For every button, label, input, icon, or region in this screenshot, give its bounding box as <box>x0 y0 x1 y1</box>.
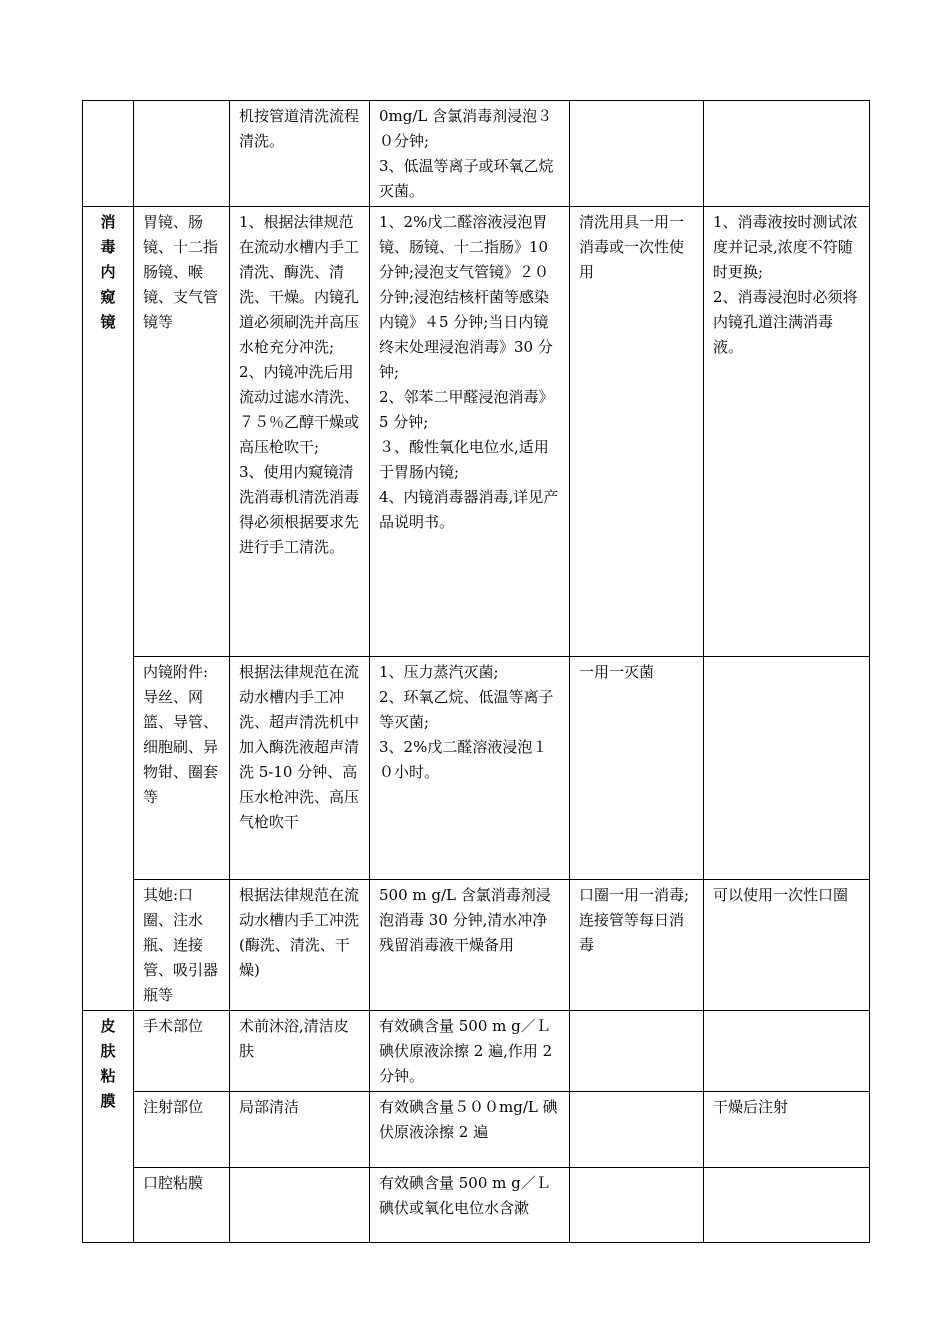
notes-cell <box>704 101 870 207</box>
notes-cell: 1、消毒液按时测试浓度并记录,浓度不符随时更换; 2、消毒浸泡时必须将内镜孔道注满消毒液。 <box>704 207 870 657</box>
table-row <box>83 1092 870 1168</box>
category-cell <box>83 101 134 207</box>
method-cell: 有效碘含量 500 m g／Ｌ碘伏原液涂擦 2 遍,作用 2 分钟。 <box>370 1011 570 1092</box>
cleaning-cell: 机按管道清洗流程清洗。 <box>230 101 370 207</box>
table-row <box>83 657 870 880</box>
usage-cell <box>570 1168 704 1243</box>
method-cell: 有效碘含量 500 m g／Ｌ碘伏或氧化电位水含漱 <box>370 1168 570 1243</box>
item-cell <box>134 101 230 207</box>
method-cell: 500 m g/L 含氯消毒剂浸泡消毒 30 分钟,清水冲净残留消毒液干燥备用 <box>370 880 570 1011</box>
item-cell: 口腔粘膜 <box>134 1168 230 1243</box>
item-cell: 其她:口圈、注水瓶、连接管、吸引器瓶等 <box>134 880 230 1011</box>
table-row <box>83 207 870 657</box>
category-cell: 消 毒 内 窥 镜 <box>83 207 134 1011</box>
method-cell: 0mg/L 含氯消毒剂浸泡３０分钟; 3、低温等离子或环氧乙烷灭菌。 <box>370 101 570 207</box>
disinfection-table <box>82 100 870 1243</box>
item-cell: 胃镜、肠镜、十二指肠镜、喉镜、支气管镜等 <box>134 207 230 657</box>
cleaning-cell: 根据法律规范在流动水槽内手工冲洗、超声清洗机中加入酶洗液超声清洗 5-10 分钟、高压水枪冲洗、高压气枪吹干 <box>230 657 370 880</box>
notes-cell: 可以使用一次性口圈 <box>704 880 870 1011</box>
cleaning-cell: 术前沐浴,清洁皮肤 <box>230 1011 370 1092</box>
usage-cell: 清洗用具一用一消毒或一次性使用 <box>570 207 704 657</box>
table-row <box>83 101 870 207</box>
notes-cell: 干燥后注射 <box>704 1092 870 1168</box>
item-cell: 注射部位 <box>134 1092 230 1168</box>
item-cell: 内镜附件:导丝、网篮、导管、细胞刷、异物钳、圈套等 <box>134 657 230 880</box>
method-cell: 1、2%戊二醛溶液浸泡胃镜、肠镜、十二指肠》10 分钟;浸泡支气管镜》２０分钟;浸泡结核杆菌等感染内镜》４5 分钟;当日内镜终末处理浸泡消毒》30 分钟; 2、邻苯二甲醛浸泡消毒》5 分钟; ３、酸性氧化电位水,适用于胃肠内镜; 4、内镜消毒器消毒,详见产品说明书。 <box>370 207 570 657</box>
table-row <box>83 1011 870 1092</box>
usage-cell <box>570 101 704 207</box>
usage-cell <box>570 1092 704 1168</box>
cleaning-cell <box>230 1168 370 1243</box>
item-cell: 手术部位 <box>134 1011 230 1092</box>
cleaning-cell: 根据法律规范在流动水槽内手工冲洗(酶洗、清洗、干燥) <box>230 880 370 1011</box>
usage-cell: 一用一灭菌 <box>570 657 704 880</box>
usage-cell: 口圈一用一消毒;连接管等每日消毒 <box>570 880 704 1011</box>
method-cell: 1、压力蒸汽灭菌; 2、环氧乙烷、低温等离子等灭菌; 3、2%戊二醛溶液浸泡１０小时。 <box>370 657 570 880</box>
notes-cell <box>704 1168 870 1243</box>
notes-cell <box>704 657 870 880</box>
cleaning-cell: 局部清洁 <box>230 1092 370 1168</box>
table-row <box>83 1168 870 1243</box>
table-row <box>83 880 870 1011</box>
notes-cell <box>704 1011 870 1092</box>
category-cell: 皮 肤 粘 膜 <box>83 1011 134 1243</box>
method-cell: 有效碘含量５００mg/L 碘伏原液涂擦 2 遍 <box>370 1092 570 1168</box>
cleaning-cell: 1、根据法律规范在流动水槽内手工清洗、酶洗、清洗、干燥。内镜孔道必须刷洗并高压水枪充分冲洗; 2、内镜冲洗后用流动过滤水清洗、７５％乙醇干燥或高压枪吹干; 3、使用内窥镜清洗消毒机清洗消毒得必须根据要求先进行手工清洗。 <box>230 207 370 657</box>
usage-cell <box>570 1011 704 1092</box>
